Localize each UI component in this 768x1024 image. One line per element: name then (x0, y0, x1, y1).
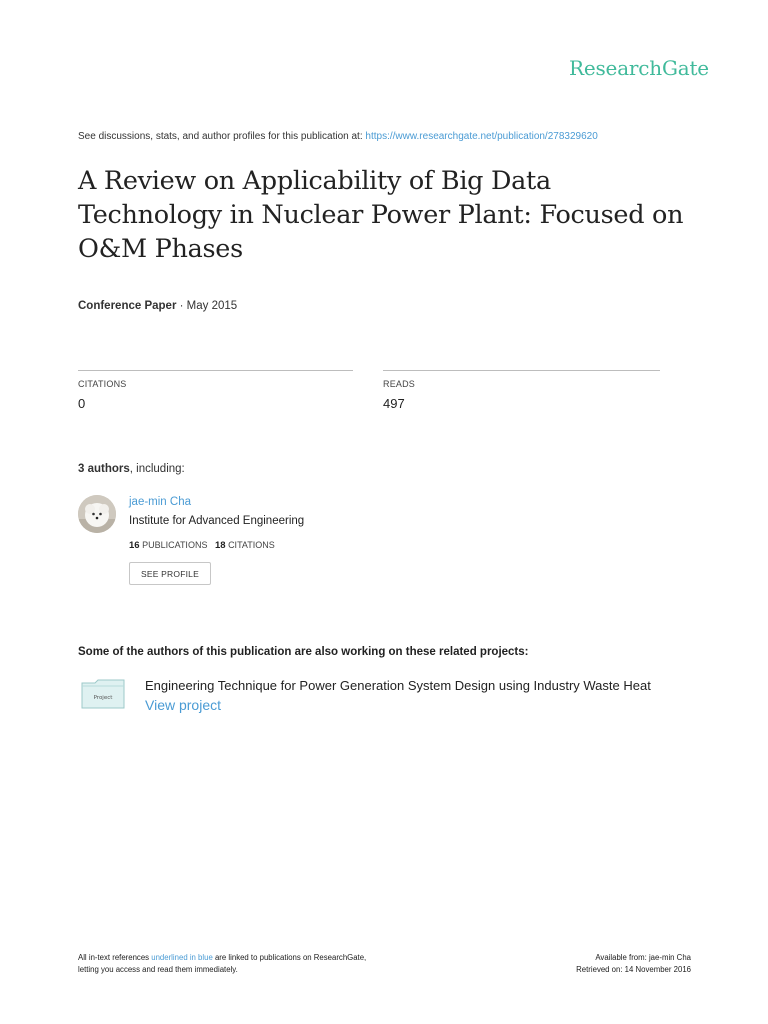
citations-label: CITATIONS (78, 379, 127, 389)
publication-meta (78, 300, 237, 312)
view-project-link[interactable]: View project (145, 697, 222, 713)
author-institution: Institute for Advanced Engineering (129, 515, 305, 527)
publication-date: · May 2015 (176, 300, 238, 312)
avatar[interactable] (78, 495, 116, 533)
footer-note (78, 952, 366, 976)
footer-source (576, 952, 691, 976)
project-icon-label: Project (93, 695, 113, 701)
author-stats (129, 540, 275, 551)
discussion-line (78, 131, 598, 142)
footer-note-post: are linked to publications on ResearchGate, (212, 953, 367, 962)
footer-note-pre: All in-text references (78, 953, 152, 962)
paper-title-line-3: O&M Phases (78, 234, 243, 264)
reads-divider (383, 370, 660, 371)
author-citations-count: 18 (214, 540, 226, 551)
author-publications-label: PUBLICATIONS (142, 540, 208, 550)
discussion-text: See discussions, stats, and author profiles for this publication at: (78, 131, 366, 142)
citations-divider (78, 370, 353, 371)
publication-type: Conference Paper (78, 300, 177, 312)
avatar-photo (78, 495, 116, 533)
project-folder-icon (81, 679, 125, 709)
publication-url-link[interactable]: https://www.researchgate.net/publication/278329620 (365, 131, 598, 142)
available-from: Available from: jae-min Cha (595, 953, 691, 962)
citations-value: 0 (78, 396, 86, 411)
footer-underlined-link[interactable]: underlined in blue (151, 953, 213, 962)
footer-note-line-2: letting you access and read them immediately. (78, 965, 238, 974)
reads-value: 497 (383, 396, 405, 411)
authors-summary (78, 463, 185, 475)
related-projects-heading: Some of the authors of this publication are also working on these related projects: (78, 646, 529, 658)
retrieved-on: Retrieved on: 14 November 2016 (576, 965, 691, 974)
authors-count: 3 authors (78, 463, 130, 475)
paper-title (78, 164, 708, 266)
footer-note-line-1 (78, 952, 366, 964)
author-publications-count: 16 (129, 540, 140, 551)
author-name-link[interactable]: jae-min Cha (129, 496, 191, 508)
see-profile-button[interactable]: SEE PROFILE (129, 562, 211, 585)
authors-including: , including: (129, 463, 185, 475)
project-title: Engineering Technique for Power Generation System Design using Industry Waste Heat (145, 678, 651, 693)
researchgate-logo[interactable]: ResearchGate (569, 56, 709, 80)
paper-title-line-2: Technology in Nuclear Power Plant: Focused on (78, 200, 684, 230)
reads-label: READS (383, 379, 416, 389)
author-citations-label: CITATIONS (228, 540, 275, 550)
paper-title-line-1: A Review on Applicability of Big Data (78, 166, 551, 196)
